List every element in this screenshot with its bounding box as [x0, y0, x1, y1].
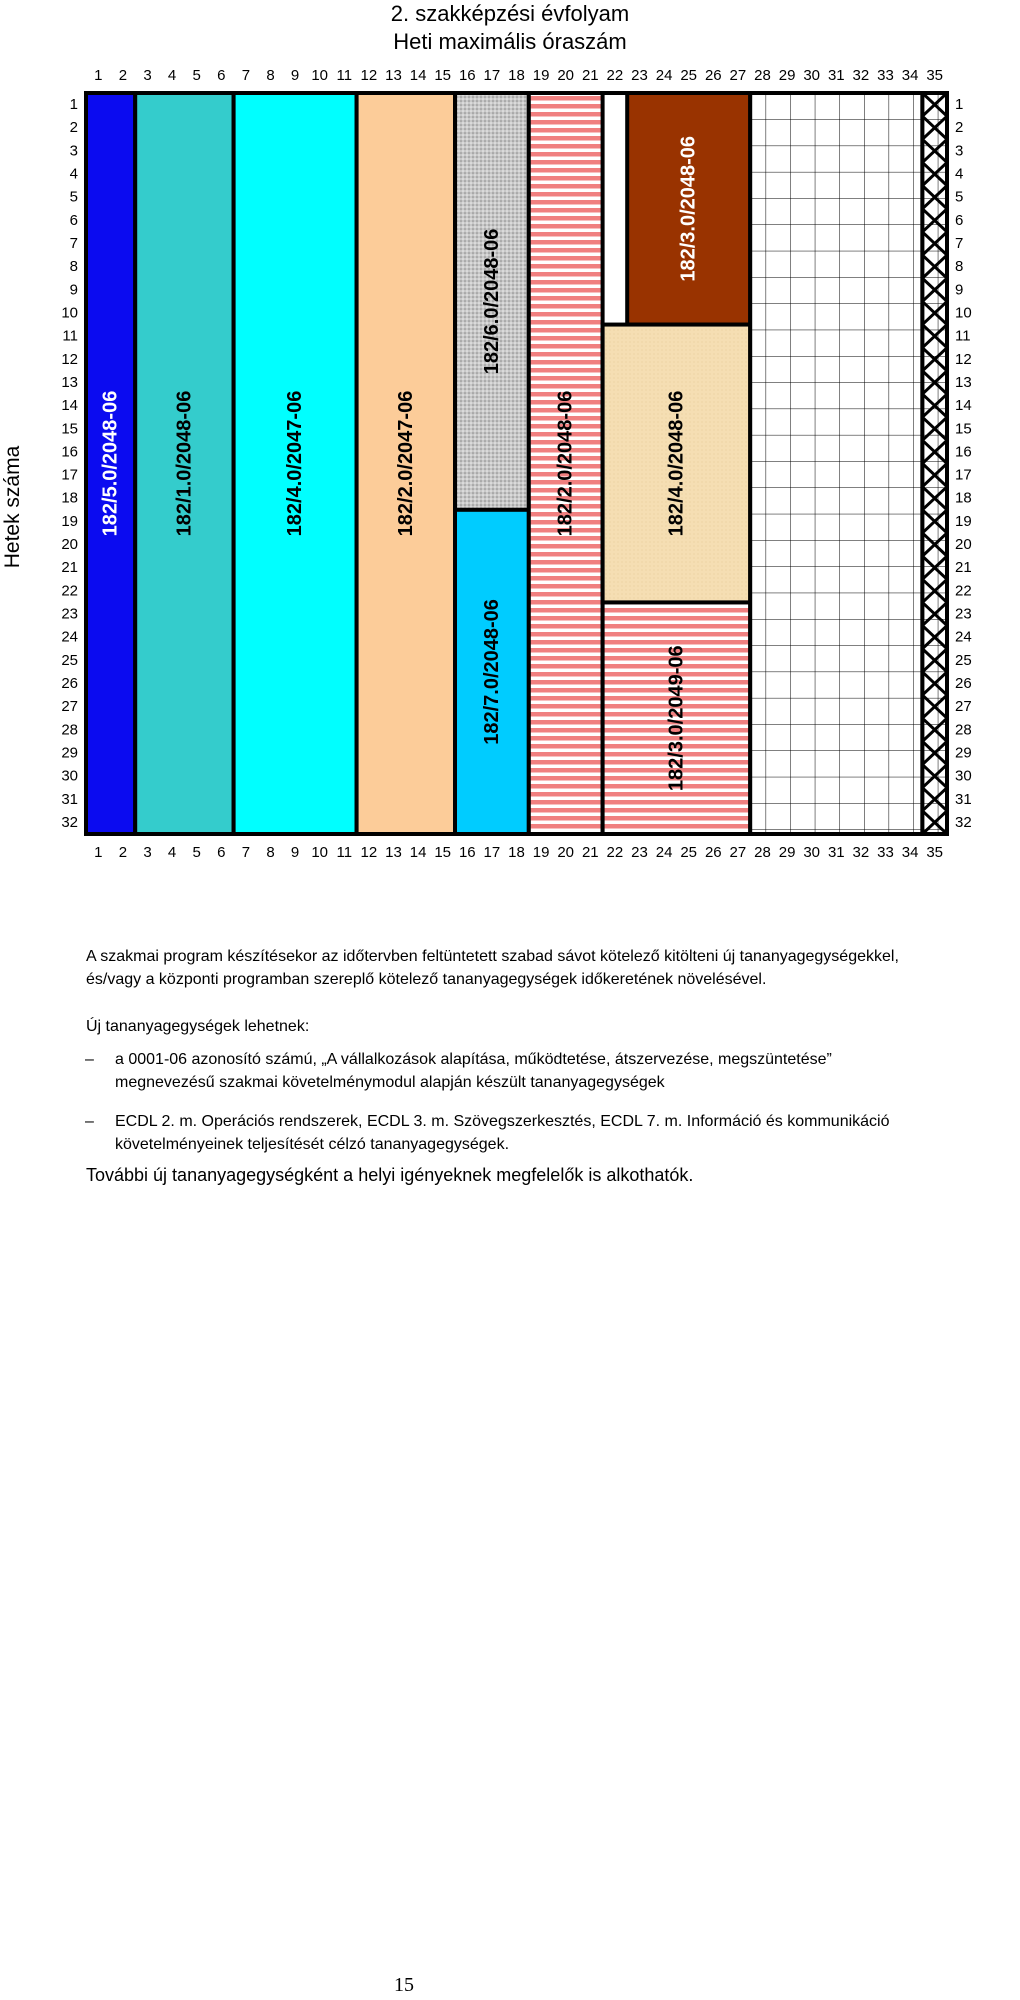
x-tick-label: 18: [508, 844, 525, 861]
x-tick-label: 23: [631, 67, 648, 84]
y-tick-label: 24: [955, 628, 972, 646]
paragraph-free-slot: A szakmai program készítésekor az időtervben feltüntetett szabad sávot kötelező kitölteni új tananyagegységekkel, és/vagy a központi programban szereplő kötelező tananyagegységek időkeretének növelésével.: [86, 948, 899, 988]
x-tick-label: 25: [680, 844, 698, 861]
y-tick-label: 22: [61, 582, 78, 600]
y-tick-label: 2: [955, 119, 964, 137]
y-tick-label: 10: [955, 304, 972, 322]
x-tick-label: 33: [877, 844, 894, 861]
x-tick-label: 20: [557, 67, 575, 84]
y-tick-label: 15: [61, 420, 78, 438]
block-label: 182/5.0/2048-06: [99, 390, 122, 537]
y-tick-label: 16: [61, 443, 78, 461]
y-tick-label: 7: [69, 235, 78, 253]
x-tick-label: 22: [606, 844, 624, 861]
y-tick-label: 11: [62, 327, 78, 345]
y-tick-label: 19: [955, 512, 972, 530]
y-tick-label: 20: [61, 536, 78, 554]
y-tick-label: 4: [69, 165, 78, 183]
block-label: 182/7.0/2048-06: [480, 599, 503, 745]
y-tick-label: 12: [61, 350, 78, 368]
x-tick-label: 10: [311, 844, 329, 861]
y-tick-label: 32: [61, 813, 78, 831]
y-tick-label: 8: [69, 258, 78, 276]
chart-blocks: [86, 93, 947, 834]
y-tick-label: 20: [955, 536, 972, 554]
y-tick-label: 21: [955, 559, 972, 577]
x-tick-label: 16: [458, 844, 476, 861]
x-tick-label: 14: [409, 67, 427, 84]
x-tick-label: 27: [729, 67, 747, 84]
x-tick-label: 3: [143, 844, 152, 861]
block-label: 182/3.0/2049-06: [665, 645, 688, 792]
x-tick-label: 5: [192, 67, 201, 84]
y-tick-label: 28: [955, 721, 972, 739]
x-tick-label: 3: [143, 67, 152, 84]
x-tick-label: 26: [704, 67, 722, 84]
x-tick-label: 13: [385, 67, 402, 84]
x-tick-label: 22: [606, 67, 624, 84]
x-tick-label: 8: [266, 67, 275, 84]
y-tick-label: 31: [955, 790, 972, 808]
y-tick-label: 6: [955, 211, 964, 229]
y-tick-label: 7: [955, 235, 964, 253]
bullet-text-1: a 0001-06 azonosító számú, „A vállalkozások alapítása, működtetése, átszervezése, megszüntetése” megnevezésű szakmai követelménymodul alapján készült tananyagegységek: [115, 1051, 832, 1091]
block-label: 182/4.0/2047-06: [284, 390, 307, 537]
block-label: 182/2.0/2047-06: [394, 390, 417, 537]
y-tick-label: 26: [61, 674, 78, 692]
x-tick-label: 5: [192, 844, 201, 861]
y-tick-label: 12: [955, 350, 972, 368]
x-tick-label: 24: [655, 844, 673, 861]
x-tick-label: 35: [926, 67, 944, 84]
x-tick-label: 12: [360, 67, 378, 84]
x-tick-label: 30: [803, 844, 821, 861]
x-tick-label: 7: [241, 844, 251, 861]
x-tick-label: 10: [311, 67, 329, 84]
y-tick-label: 26: [955, 674, 972, 692]
y-tick-label: 11: [955, 327, 971, 345]
x-tick-label: 14: [409, 844, 427, 861]
y-tick-label: 5: [955, 188, 964, 206]
x-tick-label: 30: [803, 67, 821, 84]
y-tick-label: 13: [61, 373, 78, 391]
y-tick-label: 1: [69, 96, 78, 114]
x-tick-label: 31: [827, 844, 845, 861]
page-number: 15: [394, 1974, 414, 1996]
y-tick-label: 1: [955, 96, 964, 114]
y-axis-label: Hetek száma: [1, 445, 24, 569]
y-tick-label: 17: [955, 466, 972, 484]
x-tick-label: 24: [655, 67, 673, 84]
x-tick-label: 13: [385, 844, 402, 861]
x-tick-label: 23: [631, 844, 648, 861]
y-tick-label: 32: [955, 813, 972, 831]
y-tick-label: 10: [61, 304, 78, 322]
bullet-item-1: [85, 1048, 920, 1094]
x-tick-label: 35: [926, 844, 944, 861]
x-tick-label: 29: [778, 67, 796, 84]
block-label: 182/1.0/2048-06: [173, 390, 196, 537]
y-tick-label: 24: [61, 628, 78, 646]
x-tick-label: 25: [680, 67, 698, 84]
y-tick-label: 9: [955, 281, 964, 299]
y-tick-label: 9: [69, 281, 78, 299]
y-tick-label: 29: [955, 744, 972, 762]
y-tick-label: 23: [955, 605, 972, 623]
y-tick-label: 6: [69, 211, 78, 229]
x-tick-label: 29: [778, 844, 796, 861]
x-tick-label: 2: [118, 67, 128, 84]
timetable-chart: [0, 0, 972, 930]
y-tick-label: 27: [61, 698, 78, 716]
x-tick-label: 26: [704, 844, 722, 861]
x-tick-label: 12: [360, 844, 378, 861]
y-tick-label: 18: [955, 489, 972, 507]
y-tick-label: 17: [61, 466, 78, 484]
block-label: 182/3.0/2048-06: [677, 135, 700, 282]
x-tick-label: 31: [827, 67, 845, 84]
x-tick-label: 32: [852, 67, 870, 84]
x-tick-label: 9: [290, 844, 300, 861]
chart-title-line1: 2. szakképzési évfolyam: [390, 1, 630, 26]
x-tick-label: 15: [434, 844, 452, 861]
y-tick-label: 30: [955, 767, 972, 785]
y-tick-label: 22: [955, 582, 972, 600]
y-tick-label: 5: [69, 188, 78, 206]
x-tick-label: 4: [167, 67, 177, 84]
x-tick-label: 17: [483, 67, 501, 84]
y-tick-label: 21: [61, 559, 78, 577]
x-tick-label: 33: [877, 67, 894, 84]
y-tick-label: 19: [61, 512, 78, 530]
y-tick-label: 3: [955, 142, 964, 160]
x-tick-label: 7: [241, 67, 251, 84]
x-tick-label: 2: [118, 844, 128, 861]
paragraph-final: További új tananyagegységként a helyi igényeknek megfelelők is alkothatók.: [86, 1165, 694, 1185]
x-tick-label: 6: [217, 844, 226, 861]
y-tick-label: 16: [955, 443, 972, 461]
x-tick-label: 34: [901, 67, 919, 84]
y-tick-label: 4: [955, 165, 964, 183]
block-label: 182/2.0/2048-06: [554, 390, 577, 537]
x-tick-label: 28: [754, 844, 771, 861]
x-tick-label: 1: [94, 67, 103, 84]
x-tick-label: 4: [167, 844, 177, 861]
y-tick-label: 30: [61, 767, 78, 785]
x-tick-label: 15: [434, 67, 452, 84]
bullet-item-2: [85, 1110, 920, 1156]
y-tick-label: 25: [61, 651, 78, 669]
y-tick-label: 23: [61, 605, 78, 623]
bullet-dash: –: [85, 1051, 94, 1068]
x-tick-label: 9: [290, 67, 300, 84]
bullet-dash: –: [85, 1113, 94, 1130]
x-tick-label: 11: [336, 67, 353, 84]
chart-title-line2: Heti maximális óraszám: [393, 29, 627, 54]
x-tick-label: 8: [266, 844, 275, 861]
y-tick-label: 14: [61, 397, 78, 415]
y-tick-label: 2: [69, 119, 78, 137]
x-tick-label: 17: [483, 844, 501, 861]
y-tick-label: 25: [955, 651, 972, 669]
x-tick-label: 21: [581, 67, 599, 84]
block-label: 182/6.0/2048-06: [480, 228, 503, 375]
x-tick-label: 18: [508, 67, 525, 84]
y-tick-label: 29: [61, 744, 78, 762]
x-tick-label: 34: [901, 844, 919, 861]
y-tick-label: 28: [61, 721, 78, 739]
x-tick-label: 16: [458, 67, 476, 84]
x-tick-label: 19: [532, 67, 550, 84]
x-tick-label: 27: [729, 844, 747, 861]
y-tick-label: 14: [955, 397, 972, 415]
x-tick-label: 11: [336, 844, 353, 861]
x-tick-label: 19: [532, 844, 550, 861]
x-tick-label: 21: [581, 844, 599, 861]
y-tick-label: 8: [955, 258, 964, 276]
x-tick-label: 1: [94, 844, 103, 861]
y-tick-label: 31: [61, 790, 78, 808]
y-tick-label: 13: [955, 373, 972, 391]
y-tick-label: 18: [61, 489, 78, 507]
x-tick-label: 6: [217, 67, 226, 84]
block-label: 182/4.0/2048-06: [665, 390, 688, 537]
x-tick-label: 32: [852, 844, 870, 861]
y-tick-label: 3: [69, 142, 78, 160]
x-tick-label: 20: [557, 844, 575, 861]
bullet-text-2: ECDL 2. m. Operációs rendszerek, ECDL 3. m. Szövegszerkesztés, ECDL 7. m. Információ és kommunikáció követelményeinek teljesítését célzó tananyagegységek.: [115, 1113, 890, 1153]
paragraph-new-units: Új tananyagegységek lehetnek:: [86, 1018, 310, 1035]
x-tick-label: 28: [754, 67, 771, 84]
y-tick-label: 15: [955, 420, 972, 438]
y-tick-label: 27: [955, 698, 972, 716]
block-11: [750, 93, 922, 834]
